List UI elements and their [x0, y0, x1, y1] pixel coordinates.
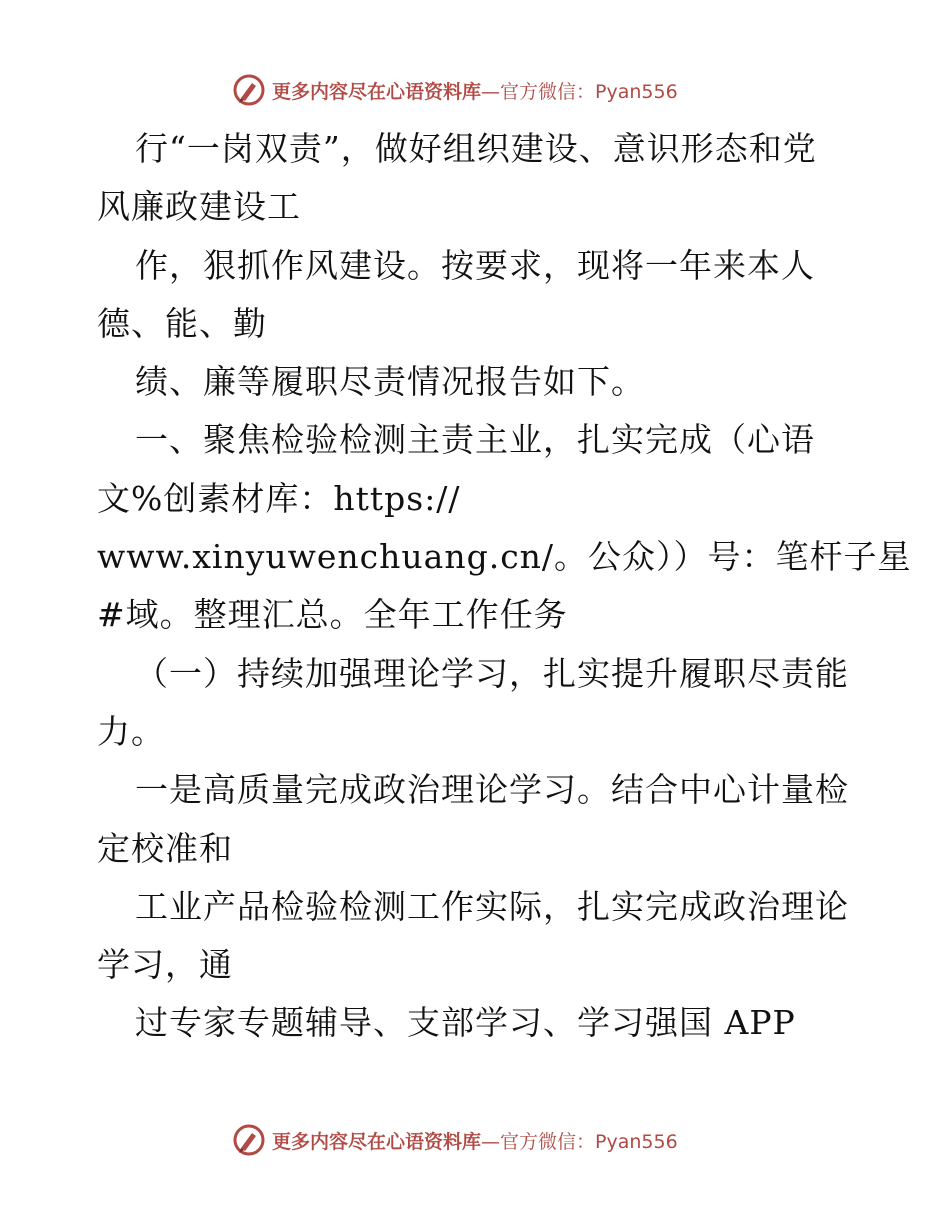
text-line: 一、聚焦检验检测主责主业，扎实完成（心语 — [135, 420, 815, 460]
text-line: 定校准和 — [97, 828, 233, 868]
text-line: 风廉政建设工 — [97, 187, 301, 227]
text-line: 学习，通 — [97, 945, 233, 985]
body-text — [97, 120, 912, 1053]
text-line: 力。 — [97, 711, 165, 751]
text-line: 工业产品检验检测工作实际，扎实完成政治理论 — [135, 886, 849, 926]
header-brand-text: 更多内容尽在心语资料库 — [272, 80, 482, 103]
text-line: 过专家专题辅导、支部学习、学习强国 APP — [135, 1003, 796, 1043]
text-line: （一）持续加强理论学习，扎实提升履职尽责能 — [135, 653, 849, 693]
header-wechat-text: —官方微信：Pyan556 — [481, 80, 678, 103]
text-line: #域。整理汇总。全年工作任务 — [97, 595, 568, 635]
footer-banner — [232, 1122, 732, 1158]
text-line: 德、能、勤 — [97, 303, 267, 343]
text-line: 绩、廉等履职尽责情况报告如下。 — [135, 362, 645, 402]
text-line: 文%创素材库：https:// — [97, 478, 461, 518]
footer-brand-text: 更多内容尽在心语资料库 — [272, 1130, 482, 1153]
text-line: www.xinyuwenchuang.cn/。公众））号：笔杆子星 — [97, 537, 912, 577]
header-banner — [232, 72, 732, 108]
text-line: 一是高质量完成政治理论学习。结合中心计量检 — [135, 770, 849, 810]
text-line: 作，狠抓作风建设。按要求，现将一年来本人 — [135, 245, 815, 285]
pen-logo-icon — [232, 1123, 266, 1157]
footer-wechat-text: —官方微信：Pyan556 — [481, 1130, 678, 1153]
pen-logo-icon — [232, 73, 266, 107]
text-line: 行“一岗双责”，做好组织建设、意识形态和党 — [135, 129, 817, 168]
